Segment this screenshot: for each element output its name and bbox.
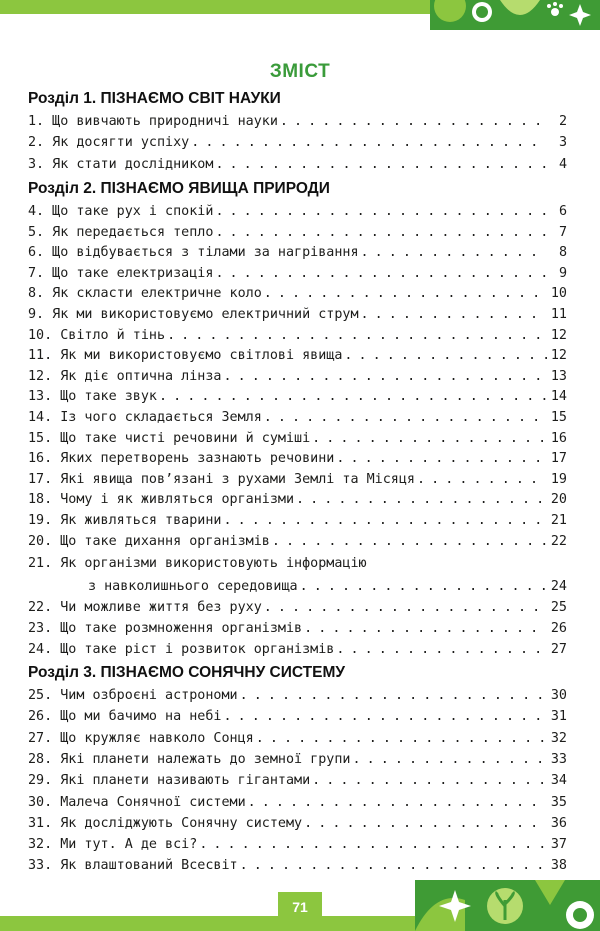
decoration-icons (430, 0, 600, 30)
entry-title: 15. Що таке чисті речовини й суміші (28, 430, 311, 446)
toc-entry (28, 367, 567, 387)
toc-entry (28, 511, 567, 531)
entry-title: 3. Як стати дослідником (28, 156, 214, 172)
entry-title: 18. Чому і як живляться організми (28, 492, 295, 508)
toc-entry (28, 326, 567, 346)
entry-title: 33. Як влаштований Всесвіт (28, 858, 238, 874)
leader-dots (240, 686, 547, 706)
entry-title: 5. Як передається тепло (28, 224, 214, 240)
entry-page: 38 (550, 858, 567, 874)
entry-title: 28. Які планети належать до земної групи (28, 751, 351, 767)
entry-page: 25 (550, 600, 567, 615)
toc-entry (28, 598, 567, 618)
entry-title: 19. Як живляться тварини (28, 513, 222, 528)
entry-page: 21 (550, 513, 567, 528)
section-heading: Розділ 1. ПІЗНАЄМО СВІТ НАУКИ (28, 90, 281, 107)
toc-entry (28, 835, 567, 855)
toc-entry (28, 429, 567, 449)
entry-page: 13 (550, 368, 567, 384)
leader-dots (361, 243, 547, 263)
entry-page: 19 (550, 471, 567, 487)
toc-entry (28, 264, 567, 284)
entry-title: 17. Які явища пов’язані з рухами Землі та Місяця (28, 471, 415, 487)
entry-page: 35 (550, 794, 567, 810)
entry-title: 31. Як досліджують Сонячну систему (28, 815, 303, 831)
entry-title: 23. Що таке розмноження організмів (28, 621, 303, 636)
entry-page: 30 (550, 688, 567, 703)
entry-page: 33 (550, 751, 567, 767)
entry-title: 7. Що таке електризація (28, 265, 214, 281)
entry-title: 11. Як ми використовуємо світлові явища (28, 348, 343, 364)
entry-page: 37 (550, 837, 567, 853)
entry-page: 12 (550, 348, 567, 364)
section-heading: Розділ 2. ПІЗНАЄМО ЯВИЩА ПРИРОДИ (28, 180, 330, 197)
entry-page: 22 (550, 533, 567, 549)
leader-dots (240, 856, 547, 876)
entry-title: 14. Із чого складається Земля (28, 410, 262, 425)
leader-dots (215, 155, 547, 175)
entry-title: 13. Що таке звук (28, 389, 157, 405)
toc-entry (28, 577, 567, 597)
entry-title: 32. Ми тут. А де всі? (28, 837, 198, 853)
toc-entry (28, 640, 567, 660)
leader-dots (304, 814, 547, 834)
sparkle-icon (569, 4, 591, 26)
entry-page: 24 (550, 579, 567, 594)
toc-entry (28, 155, 567, 175)
leader-dots (199, 835, 547, 855)
entry-title: 4. Що таке рух і спокій (28, 204, 214, 219)
leader-dots (312, 771, 547, 791)
toc-entry (28, 243, 567, 263)
leader-dots (352, 750, 547, 770)
entry-title-line2: з навколишнього середовища (88, 579, 298, 594)
toc-entry (28, 284, 567, 304)
entry-page: 14 (550, 389, 567, 405)
entry-title: 24. Що таке ріст і розвиток організмів (28, 642, 335, 657)
leader-dots (280, 112, 547, 132)
entry-page: 8 (558, 245, 567, 261)
entry-page: 6 (558, 204, 567, 219)
entry-title: 30. Малеча Сонячної системи (28, 794, 246, 810)
toc-entry (28, 729, 567, 749)
top-decoration (430, 0, 600, 30)
leader-dots (159, 387, 547, 407)
leader-dots (336, 449, 547, 469)
leader-dots (264, 598, 547, 618)
leader-dots (336, 640, 547, 660)
leader-dots (167, 326, 547, 346)
toc-entry (28, 619, 567, 639)
entry-page: 17 (550, 451, 567, 467)
entry-title: 16. Яких перетворень зазнають речовини (28, 451, 335, 467)
entry-page: 9 (558, 265, 567, 281)
entry-page: 2 (558, 114, 567, 129)
toc-entry (28, 408, 567, 428)
entry-page: 16 (550, 430, 567, 446)
leader-dots (344, 346, 547, 366)
paw-icon (551, 8, 559, 16)
entry-page: 12 (550, 327, 567, 343)
leader-dots (215, 264, 547, 284)
entry-page: 32 (550, 730, 567, 746)
entry-title: 22. Чи можливе життя без руху (28, 600, 262, 615)
toc-entry (28, 793, 567, 813)
entry-title: 1. Що вивчають природничі науки (28, 114, 278, 129)
entry-title: 25. Чим озброєні астрономи (28, 688, 238, 703)
toc-entry (28, 449, 567, 469)
entry-title: 12. Як діє оптична лінза (28, 368, 222, 384)
entry-page: 36 (550, 815, 567, 831)
toc-entry (28, 686, 567, 706)
toc-entry (28, 346, 567, 366)
leader-dots (215, 223, 547, 243)
toc-entry (28, 750, 567, 770)
toc-entry (28, 707, 567, 727)
toc-entry (28, 532, 567, 552)
entry-page: 7 (558, 224, 567, 240)
toc-entry (28, 387, 567, 407)
leader-dots (304, 619, 547, 639)
entry-title: 29. Які планети називають гігантами (28, 773, 311, 789)
toc-entry (28, 856, 567, 876)
leader-dots (248, 793, 547, 813)
leader-dots (361, 305, 547, 325)
toc-entry (28, 771, 567, 791)
entry-page: 4 (558, 156, 567, 172)
toc-entry (28, 814, 567, 834)
leader-dots (264, 284, 547, 304)
toc-entry (28, 490, 567, 510)
entry-title: 8. Як скласти електричне коло (28, 286, 262, 302)
entry-page: 3 (558, 135, 567, 151)
section-heading: Розділ 3. ПІЗНАЄМО СОНЯЧНУ СИСТЕМУ (28, 664, 346, 681)
entry-page: 10 (550, 286, 567, 302)
entry-page: 26 (550, 621, 567, 636)
decoration-icons-bottom (415, 880, 600, 931)
entry-title: 20. Що таке дихання організмів (28, 533, 270, 549)
entry-page: 31 (550, 709, 567, 725)
leader-dots (300, 577, 547, 597)
toc-entry (28, 112, 567, 132)
toc-entry (28, 470, 567, 490)
leader-dots (256, 729, 547, 749)
toc-entry (28, 305, 567, 325)
entry-title: 10. Світло й тінь (28, 327, 166, 343)
entry-page: 15 (550, 410, 567, 425)
toc-entry (28, 202, 567, 222)
entry-title-line1: 21. Як організми використовують інформацію (28, 556, 367, 571)
entry-title: 9. Як ми використовуємо електричний струм (28, 307, 359, 322)
entry-page: 34 (550, 773, 567, 789)
entry-title: 26. Що ми бачимо на небі (28, 709, 222, 725)
entry-title: 2. Як досягти успіху (28, 135, 190, 151)
entry-page: 27 (550, 642, 567, 657)
leader-dots (223, 511, 547, 531)
page-title: ЗМІСТ (269, 61, 331, 82)
page-number: 71 (278, 892, 322, 931)
leader-dots (272, 532, 547, 552)
toc-entry (28, 133, 567, 153)
entry-page: 20 (550, 492, 567, 508)
entry-page: 11 (550, 307, 567, 322)
toc-entry (28, 223, 567, 243)
leader-dots (191, 133, 547, 153)
leader-dots (223, 707, 547, 727)
leader-dots (215, 202, 547, 222)
leader-dots (417, 470, 547, 490)
leader-dots (264, 408, 547, 428)
leader-dots (223, 367, 547, 387)
entry-title: 6. Що відбувається з тілами за нагрівання (28, 245, 359, 261)
entry-title: 27. Що кружляє навколо Сонця (28, 730, 254, 746)
bottom-decoration (415, 880, 600, 931)
leader-dots (296, 490, 547, 510)
leader-dots (312, 429, 547, 449)
